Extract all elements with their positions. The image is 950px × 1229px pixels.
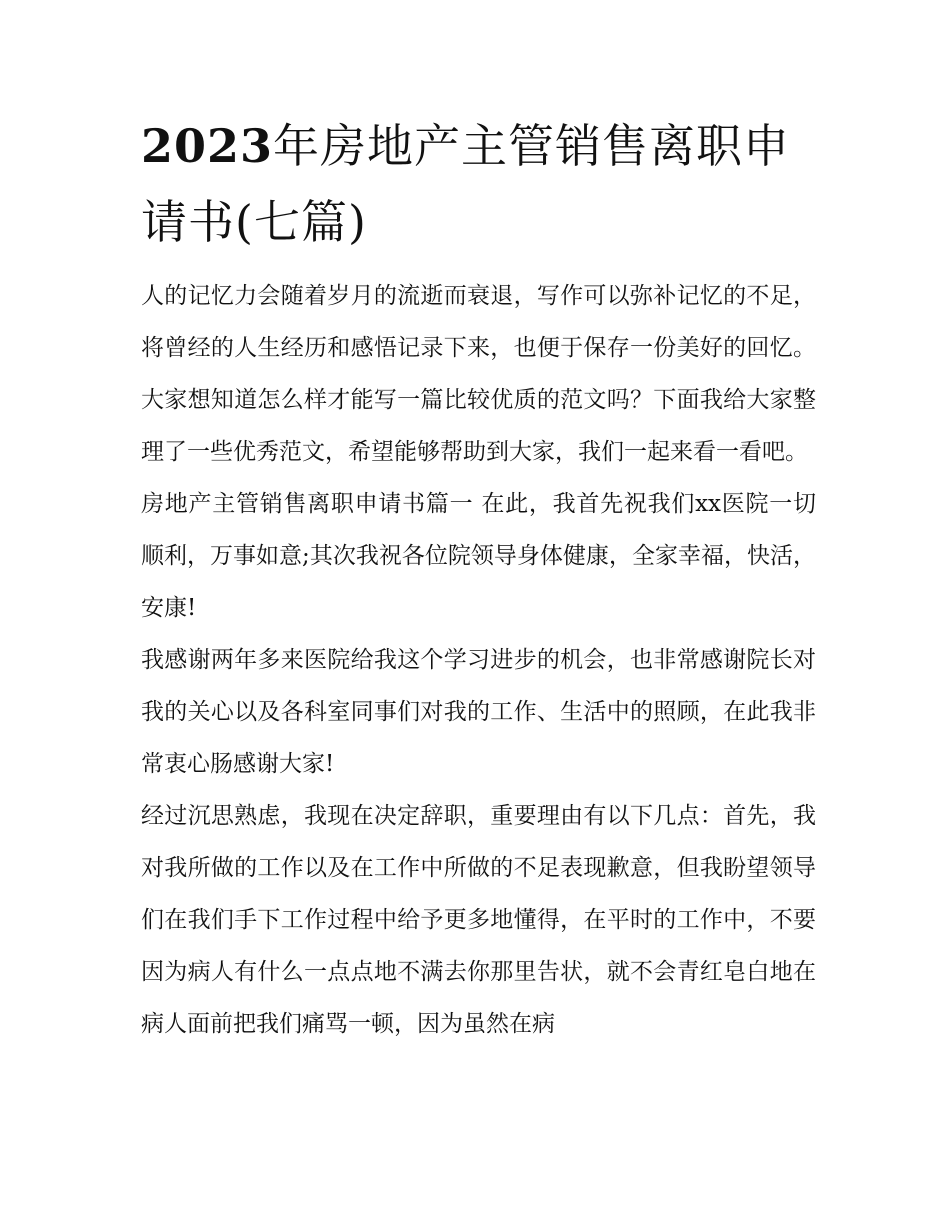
title-text: 年房地产主管销售离职申请书(七篇) [141,119,791,249]
paragraph-3: 经过沉思熟虑，我现在决定辞职，重要理由有以下几点：首先，我对我所做的工作以及在工作中所做的不足表现歉意，但我盼望领导们在我们手下工作过程中给予更多地懂得，在平时的工作中，不要因为病人有什么一点点地不满去你那里告状，就不会青红皂白地在病人面前把我们痛骂一顿，因为虽然在病 [141,803,816,1037]
document-page [141,108,816,1050]
title-year: 2023 [141,119,274,173]
paragraph-1: 房地产主管销售离职申请书篇一 在此，我首先祝我们xx医院一切顺利，万事如意;其次我祝各位院领导身体健康，全家幸福，快活，安康! [141,491,816,621]
document-title [141,108,816,260]
intro-paragraph: 人的记忆力会随着岁月的流逝而衰退，写作可以弥补记忆的不足，将曾经的人生经历和感悟记录下来，也便于保存一份美好的回忆。大家想知道怎么样才能写一篇比较优质的范文吗？下面我给大家整理了一些优秀范文，希望能够帮助到大家，我们一起来看一看吧。 [141,283,816,465]
document-body [141,270,816,1050]
paragraph-2: 我感谢两年多来医院给我这个学习进步的机会，也非常感谢院长对我的关心以及各科室同事们对我的工作、生活中的照顾，在此我非常衷心肠感谢大家! [141,647,816,777]
